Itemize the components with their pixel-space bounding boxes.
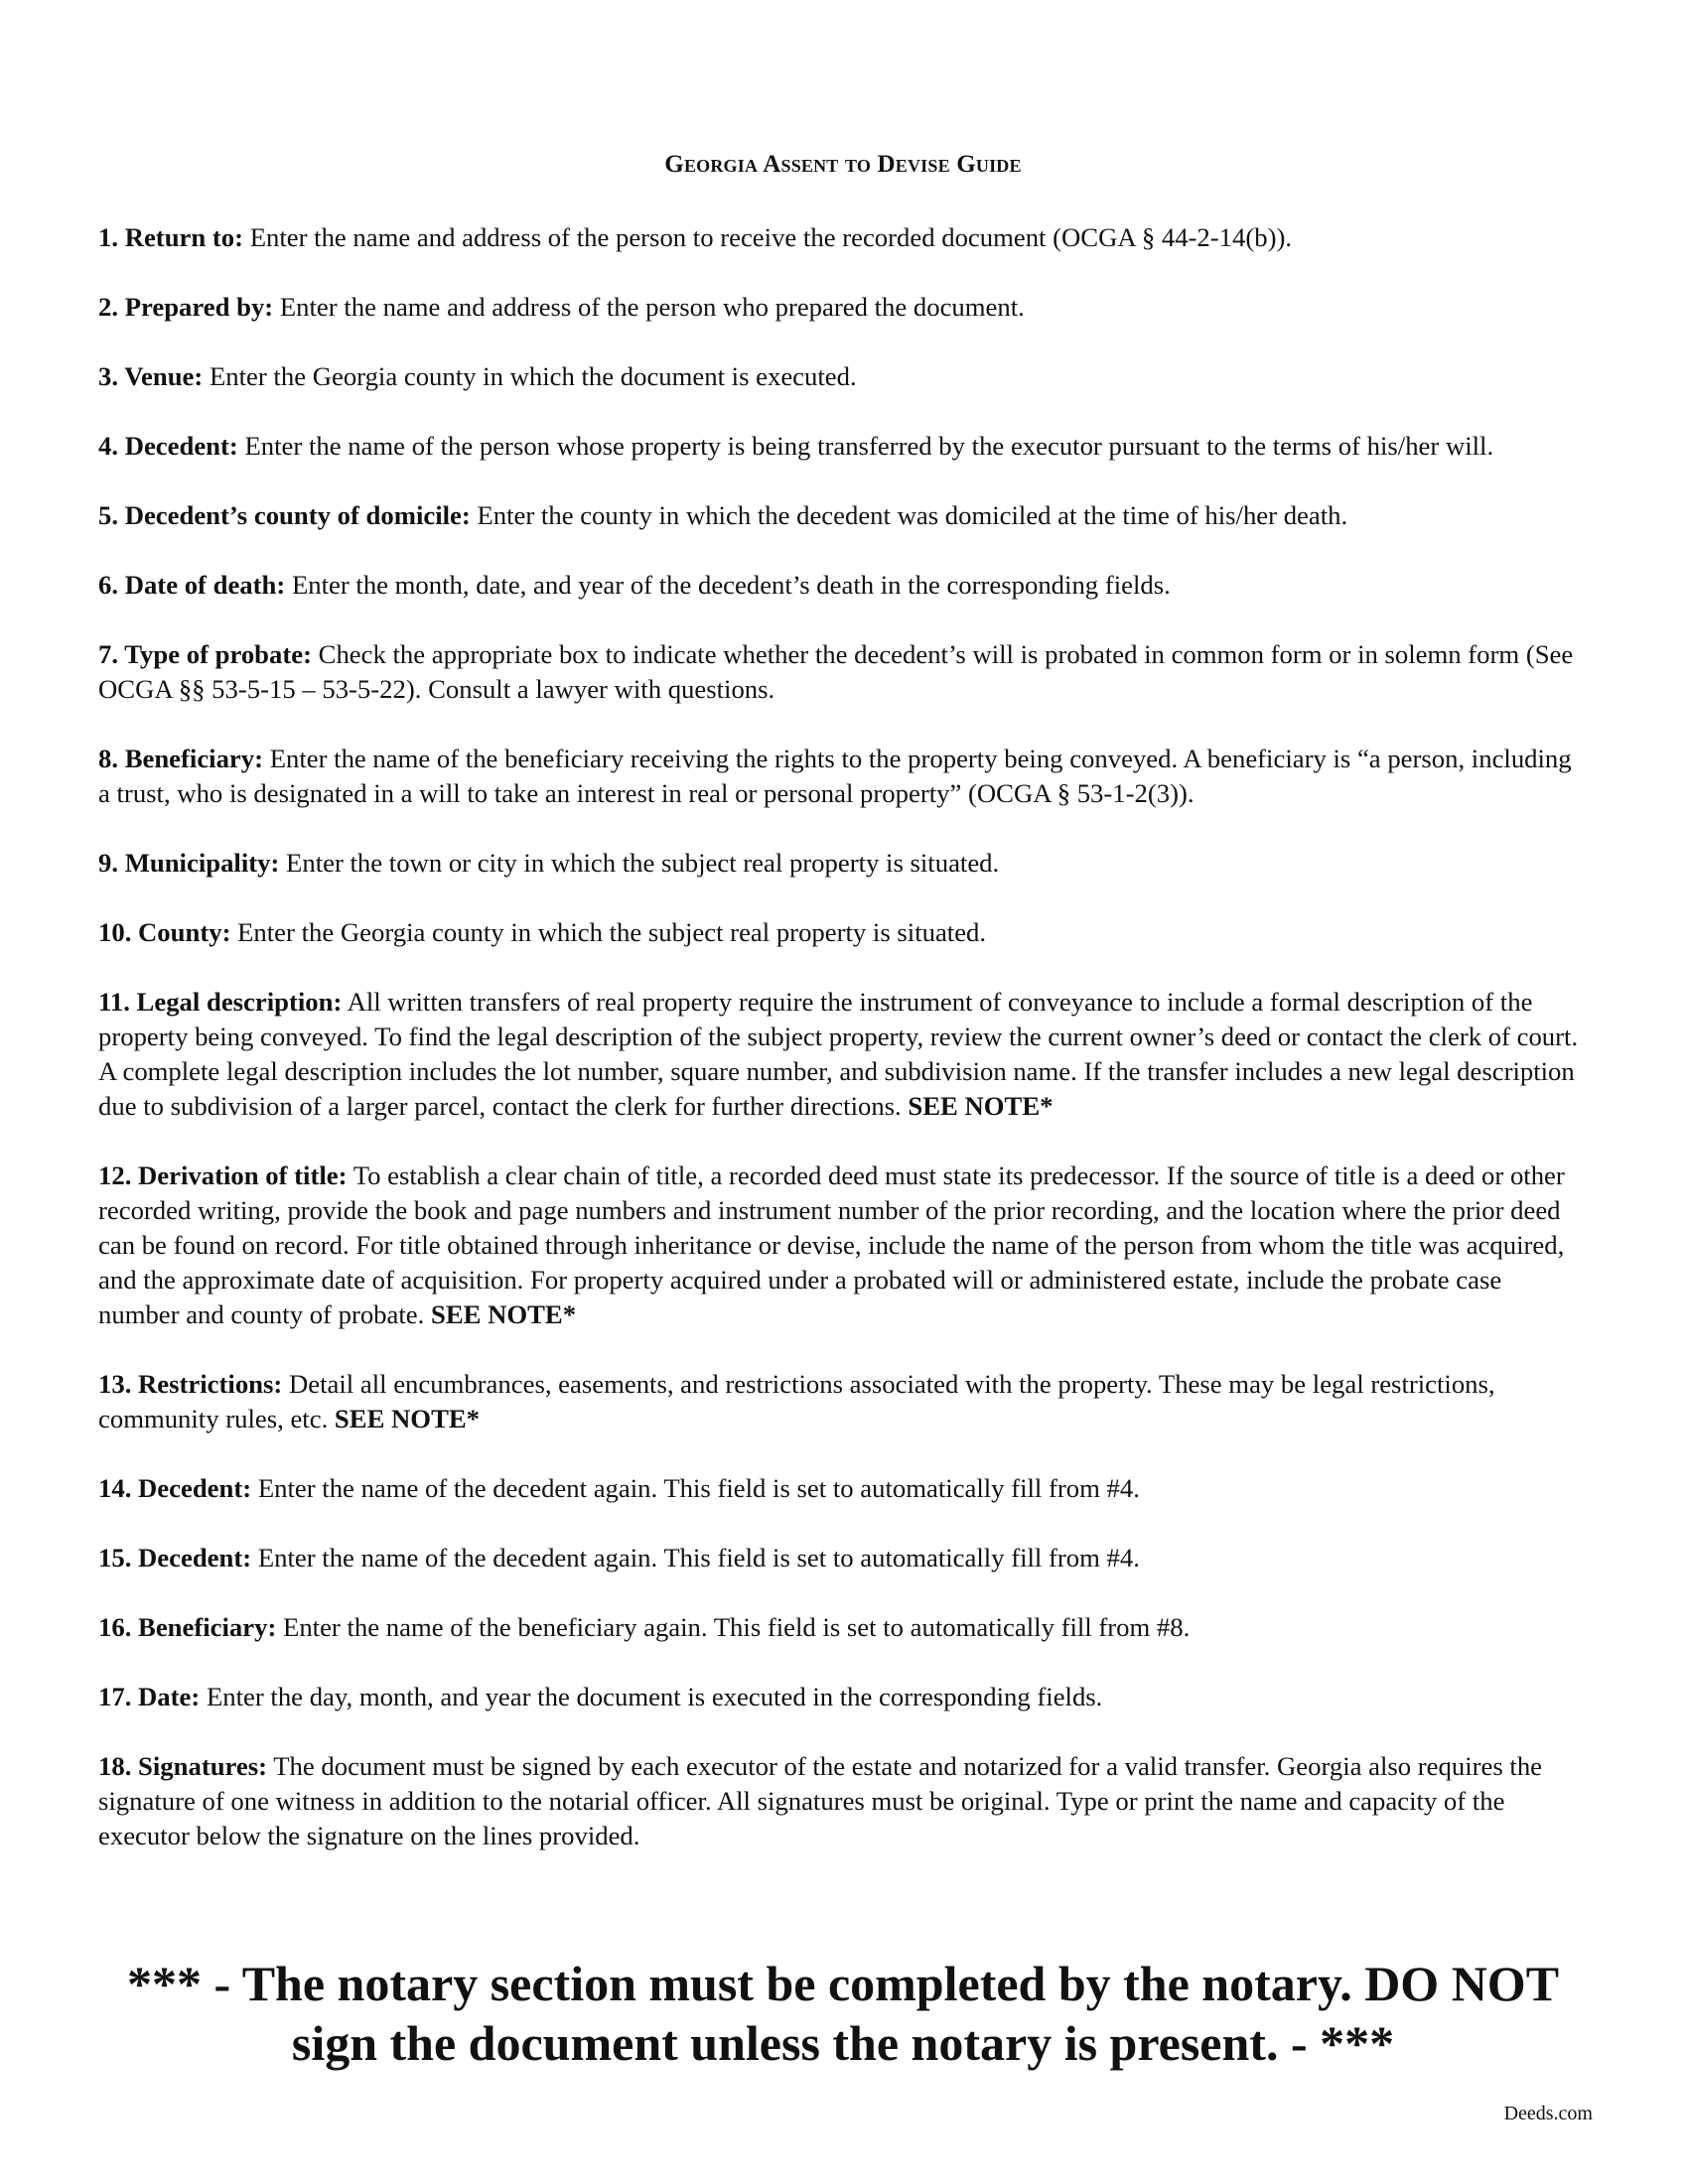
item-text: Enter the name of the decedent again. This field is set to automatically fill from #4. bbox=[251, 1543, 1140, 1572]
guide-item-venue bbox=[98, 359, 1588, 394]
see-note: SEE NOTE* bbox=[334, 1404, 481, 1433]
item-text: Enter the Georgia county in which the document is executed. bbox=[203, 361, 857, 391]
item-text: Enter the town or city in which the subject real property is situated. bbox=[279, 848, 1000, 878]
item-text: Enter the month, date, and year of the decedent’s death in the corresponding fields. bbox=[285, 570, 1171, 600]
notary-warning-line-2: sign the document unless the notary is present. - *** bbox=[291, 2015, 1395, 2071]
item-text: Enter the name and address of the person who prepared the document. bbox=[273, 292, 1025, 322]
guide-item-county-of-domicile bbox=[98, 498, 1588, 533]
guide-list bbox=[98, 220, 1588, 1888]
item-text: The document must be signed by each executor of the estate and notarized for a valid transfer. Georgia also requires the signature of one witness in addition to the notarial officer. All signatures must be original. Type or print the name and capacity of the executor below the signature on the lines provided. bbox=[98, 1751, 1543, 1850]
notary-warning bbox=[98, 1954, 1588, 2073]
guide-item-beneficiary-repeat bbox=[98, 1610, 1588, 1645]
item-label: 3. Venue: bbox=[98, 361, 204, 391]
item-label: 12. Derivation of title: bbox=[98, 1160, 348, 1190]
item-text: All written transfers of real property require the instrument of conveyance to include a formal description of the property being conveyed. To find the legal description of the subject property, review the current owner’s deed or contact the clerk of court. A complete legal description includes the lot number, square number, and subdivision name. If the transfer includes a new legal description due to subdivision of a larger parcel, contact the clerk for further directions. bbox=[98, 987, 1579, 1121]
guide-item-decedent-repeat-1 bbox=[98, 1471, 1588, 1506]
guide-item-restrictions bbox=[98, 1367, 1588, 1436]
item-label: 18. Signatures: bbox=[98, 1751, 268, 1781]
item-text: Enter the day, month, and year the document is executed in the corresponding fields. bbox=[200, 1682, 1103, 1711]
item-text: To establish a clear chain of title, a recorded deed must state its predecessor. If the source of title is a deed or other recorded writing, provide the book and page numbers and instrument number of the prior recording, and the location where the prior deed can be found on record. For title obtained through inheritance or devise, include the name of the person from whom the title was acquired, and the approximate date of acquisition. For property acquired under a probated will or administered estate, include the probate case number and county of probate. bbox=[98, 1160, 1565, 1329]
item-label: 7. Type of probate: bbox=[98, 639, 312, 669]
item-label: 6. Date of death: bbox=[98, 570, 286, 600]
guide-item-date-of-death bbox=[98, 568, 1588, 603]
item-label: 10. County: bbox=[98, 917, 231, 947]
item-label: 11. Legal description: bbox=[98, 987, 343, 1017]
item-label: 2. Prepared by: bbox=[98, 292, 274, 322]
item-text: Enter the name and address of the person to receive the recorded document (OCGA § 44-2-14(b)). bbox=[243, 222, 1293, 252]
see-note: SEE NOTE* bbox=[430, 1299, 577, 1329]
item-label: 9. Municipality: bbox=[98, 848, 280, 878]
guide-item-municipality bbox=[98, 846, 1588, 881]
item-text: Enter the Georgia county in which the subject real property is situated. bbox=[230, 917, 987, 947]
guide-item-decedent bbox=[98, 429, 1588, 464]
guide-item-derivation-of-title bbox=[98, 1159, 1588, 1332]
guide-item-signatures bbox=[98, 1749, 1588, 1853]
item-label: 13. Restrictions: bbox=[98, 1369, 283, 1399]
guide-item-beneficiary bbox=[98, 742, 1588, 811]
item-label: 5. Decedent’s county of domicile: bbox=[98, 500, 471, 530]
item-label: 8. Beneficiary: bbox=[98, 744, 264, 773]
item-label: 16. Beneficiary: bbox=[98, 1612, 277, 1642]
guide-item-type-of-probate bbox=[98, 637, 1588, 707]
see-note: SEE NOTE* bbox=[908, 1091, 1054, 1121]
item-label: 4. Decedent: bbox=[98, 431, 238, 461]
item-label: 1. Return to: bbox=[98, 222, 244, 252]
page-title: Georgia Assent to Devise Guide bbox=[664, 151, 1022, 178]
guide-item-return-to bbox=[98, 220, 1588, 255]
item-text: Enter the name of the beneficiary receiving the rights to the property being conveyed. A beneficiary is “a person, including a trust, who is designated in a will to take an interest in real or personal property” (OCGA § 53-1-2(3)). bbox=[98, 744, 1572, 808]
item-text: Enter the name of the beneficiary again. This field is set to automatically fill from #8. bbox=[276, 1612, 1191, 1642]
guide-item-date bbox=[98, 1680, 1588, 1714]
guide-item-decedent-repeat-2 bbox=[98, 1541, 1588, 1575]
item-label: 15. Decedent: bbox=[98, 1543, 252, 1572]
item-text: Check the appropriate box to indicate whether the decedent’s will is probated in common form or in solemn form (See OCGA §§ 53-5-15 – 53-5-22). Consult a lawyer with questions. bbox=[98, 639, 1574, 704]
notary-warning-line-1: *** - The notary section must be completed by the notary. DO NOT bbox=[126, 1956, 1560, 2011]
footer-brand: Deeds.com bbox=[1503, 2103, 1593, 2124]
guide-item-prepared-by bbox=[98, 290, 1588, 325]
item-text: Detail all encumbrances, easements, and restrictions associated with the property. These may be legal restrictions, community rules, etc. bbox=[98, 1369, 1495, 1433]
document-page bbox=[98, 0, 1588, 2184]
item-text: Enter the name of the decedent again. This field is set to automatically fill from #4. bbox=[251, 1473, 1140, 1503]
guide-item-county bbox=[98, 915, 1588, 950]
item-text: Enter the name of the person whose property is being transferred by the executor pursuant to the terms of his/her will. bbox=[237, 431, 1494, 461]
item-text: Enter the county in which the decedent was domiciled at the time of his/her death. bbox=[470, 500, 1348, 530]
guide-item-legal-description bbox=[98, 985, 1588, 1124]
item-label: 17. Date: bbox=[98, 1682, 201, 1711]
item-label: 14. Decedent: bbox=[98, 1473, 252, 1503]
